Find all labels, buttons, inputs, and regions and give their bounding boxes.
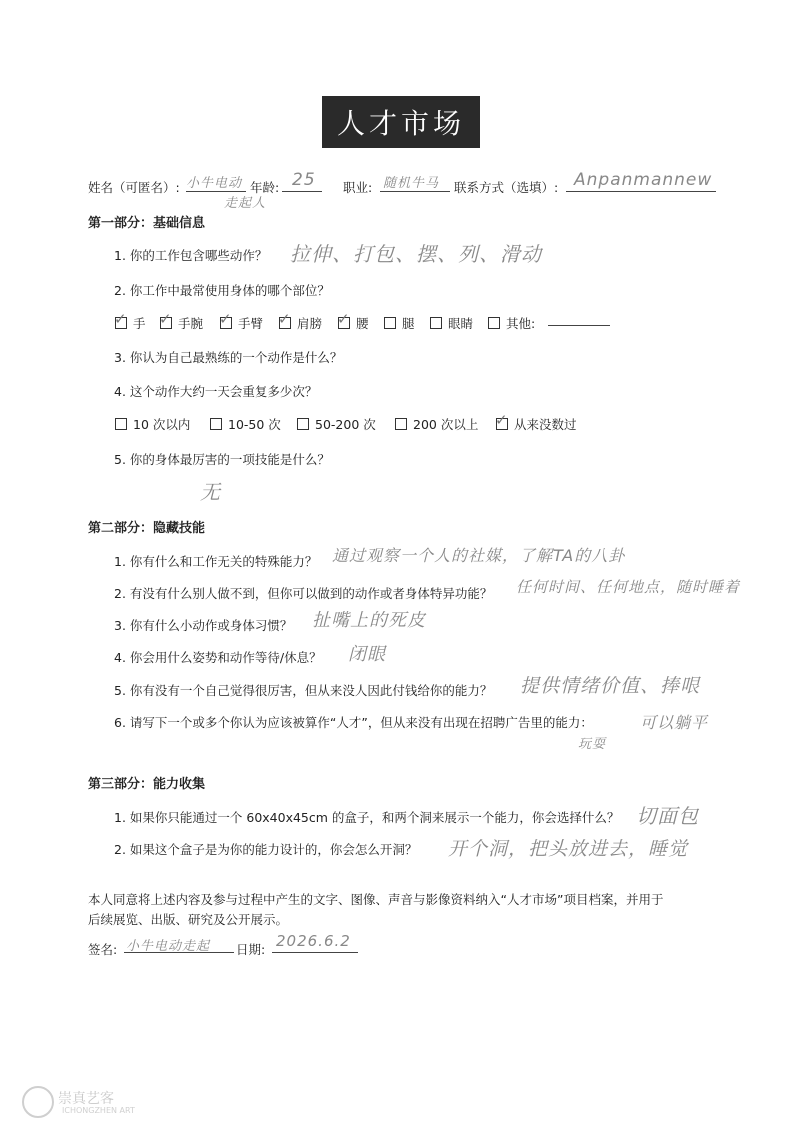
date-value: 2026.6.2 <box>276 932 351 950</box>
part1-a1: 拉伸、打包、摆、列、滑动 <box>290 242 542 266</box>
body-option-hand[interactable]: ✓ 手 <box>114 310 146 331</box>
checkbox[interactable]: ✓ <box>114 310 127 328</box>
checkbox[interactable] <box>488 317 500 329</box>
part1-q3: 3. 你认为自己最熟练的一个动作是什么？ <box>114 350 343 365</box>
freq-option-2[interactable]: 10-50 次 <box>210 415 281 433</box>
form-title-text: 人才市场 <box>336 107 465 140</box>
checkbox[interactable]: ✓ <box>278 310 291 328</box>
part2-a2: 任何时间、任何地点，随时睡着 <box>516 578 741 596</box>
part3-a2: 开个洞，把头放进去，睡觉 <box>448 838 689 860</box>
age-label: 年龄: <box>250 180 280 195</box>
freq-option-1[interactable]: 10 次以内 <box>115 415 190 433</box>
freq-option-3[interactable]: 50-200 次 <box>297 415 376 433</box>
body-option-leg[interactable]: 腿 <box>384 314 415 332</box>
watermark-logo-icon <box>22 1086 54 1118</box>
part2-a6b: 玩耍 <box>578 737 607 752</box>
part2-q3: 3. 你有什么小动作或身体习惯？ <box>114 618 293 633</box>
part2-q1: 1. 你有什么和工作无关的特殊能力？ <box>114 554 318 569</box>
consent-line-2: 后续展览、出版、研究及公开展示。 <box>88 912 289 927</box>
checkbox[interactable] <box>297 418 309 430</box>
part3-a1: 切面包 <box>636 804 699 828</box>
part2-q6: 6. 请写下一个或多个你认为应该被算作“人才”，但从来没有出现在招聘广告里的能力： <box>114 715 593 730</box>
part2-a6a: 可以躺平 <box>640 713 709 732</box>
sign-underline <box>124 952 234 953</box>
date-underline <box>272 952 358 953</box>
part2-a1: 通过观察一个人的社媒，了解TA的八卦 <box>332 546 626 565</box>
part3-heading: 第三部分：能力收集 <box>88 777 206 792</box>
checkbox[interactable] <box>384 317 396 329</box>
freq-option-5[interactable]: ✓ 从来没数过 <box>495 411 577 432</box>
job-underline <box>380 191 450 192</box>
part2-q5: 5. 你有没有一个自己觉得很厉害，但从来没人因此付钱给你的能力？ <box>114 683 493 698</box>
part2-a4: 闭眼 <box>348 644 386 665</box>
name-label: 姓名（可匿名）: <box>88 180 180 195</box>
part1-heading: 第一部分：基础信息 <box>88 216 206 231</box>
age-underline <box>282 191 322 192</box>
form-title <box>322 96 480 148</box>
part1-q1: 1. 你的工作包含哪些动作？ <box>114 248 268 263</box>
watermark-text: 崇真艺客 <box>58 1091 114 1107</box>
body-option-waist[interactable]: ✓ 腰 <box>337 310 369 331</box>
part1-q5: 5. 你的身体最厉害的一项技能是什么？ <box>114 452 330 467</box>
sign-value: 小牛电动走起 <box>126 939 211 954</box>
body-option-wrist[interactable]: ✓ 手腕 <box>159 310 204 331</box>
sign-label: 签名: <box>88 942 118 957</box>
contact-label: 联系方式（选填）: <box>454 180 559 195</box>
checkbox[interactable]: ✓ <box>159 310 172 328</box>
freq-option-4[interactable]: 200 次以上 <box>395 415 478 433</box>
part1-q2: 2. 你工作中最常使用身体的哪个部位？ <box>114 283 330 298</box>
watermark-subtext: ICHONGZHEN ART <box>62 1106 135 1115</box>
checkbox[interactable]: ✓ <box>219 310 232 328</box>
job-value: 随机牛马 <box>383 176 440 191</box>
other-underline <box>548 325 610 326</box>
date-label: 日期: <box>236 942 266 957</box>
part1-q4: 4. 这个动作大约一天会重复多少次？ <box>114 384 318 399</box>
checkbox[interactable] <box>115 418 127 430</box>
consent-line-1: 本人同意将上述内容及参与过程中产生的文字、图像、声音与影像资料纳入“人才市场”项目档案，并用于 <box>88 892 664 907</box>
name-value: 小牛电动 <box>186 176 243 191</box>
checkbox[interactable] <box>395 418 407 430</box>
part2-q2: 2. 有没有什么别人做不到，但你可以做到的动作或者身体特异功能？ <box>114 586 493 601</box>
contact-value: Anpanmannew <box>574 170 713 190</box>
name-value-2: 走起人 <box>224 196 267 211</box>
body-option-shoulder[interactable]: ✓ 肩膀 <box>278 310 323 331</box>
checkbox[interactable]: ✓ <box>495 411 508 429</box>
part1-a5: 无 <box>200 480 221 504</box>
part3-q2: 2. 如果这个盒子是为你的能力设计的，你会怎么开洞？ <box>114 842 418 857</box>
body-option-other[interactable]: 其他: <box>488 314 535 332</box>
job-label: 职业: <box>343 180 373 195</box>
contact-underline <box>566 191 716 192</box>
part2-heading: 第二部分：隐藏技能 <box>88 521 206 536</box>
age-value: 25 <box>292 170 316 190</box>
body-option-eyes[interactable]: 眼睛 <box>430 314 473 332</box>
part2-a3: 扯嘴上的死皮 <box>312 610 426 631</box>
part2-q4: 4. 你会用什么姿势和动作等待/休息？ <box>114 650 322 665</box>
body-option-arm[interactable]: ✓ 手臂 <box>219 310 264 331</box>
checkbox[interactable]: ✓ <box>337 310 350 328</box>
part3-q1: 1. 如果你只能通过一个 60x40x45cm 的盒子，和两个洞来展示一个能力，你会选择什么？ <box>114 810 620 825</box>
checkbox[interactable] <box>210 418 222 430</box>
checkbox[interactable] <box>430 317 442 329</box>
part2-a5: 提供情绪价值、捧哏 <box>520 675 701 697</box>
